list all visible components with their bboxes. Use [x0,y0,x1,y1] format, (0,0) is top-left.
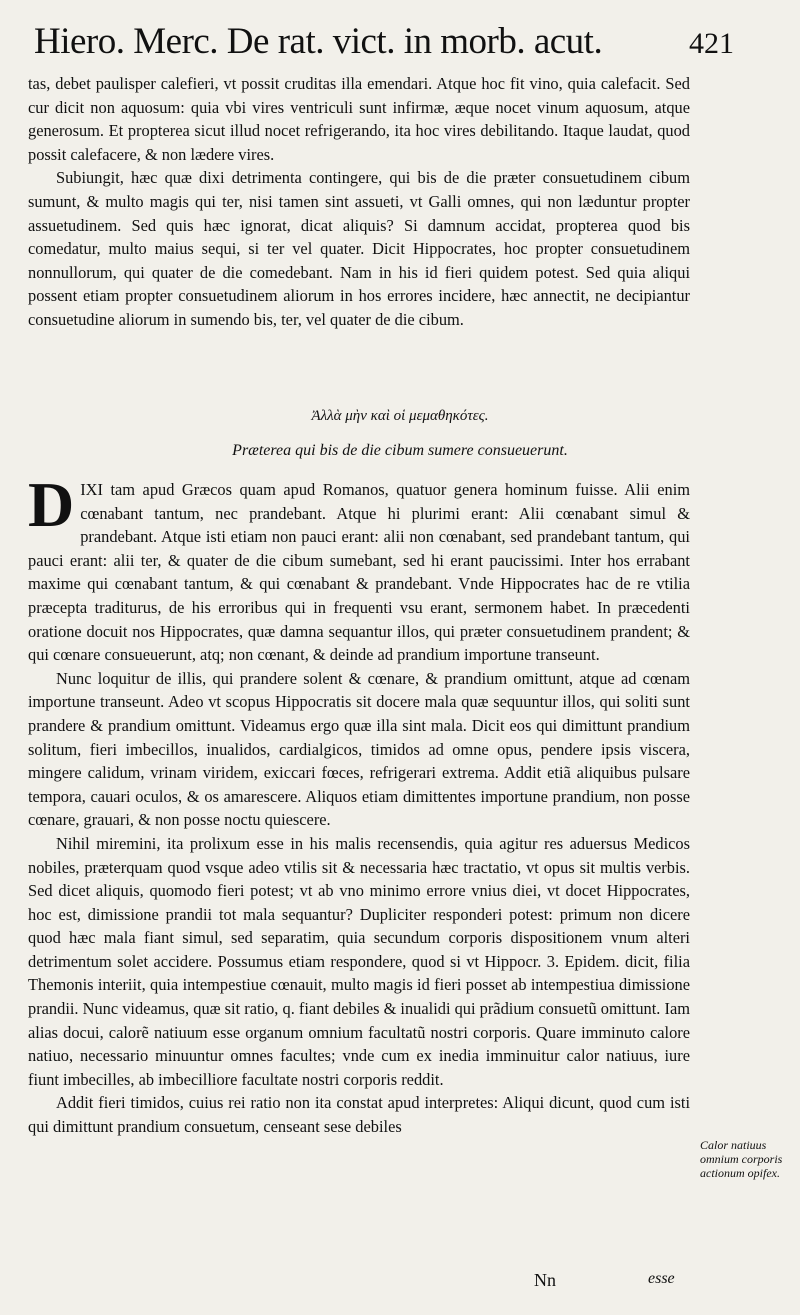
latin-lemma: Præterea qui bis de die cibum sumere consueuerunt. [232,442,568,459]
paragraph [28,469,690,667]
drop-cap: D [28,469,75,540]
top-text-block [28,72,690,332]
marginal-note: Calor natiuus omnium corporis actionum opifex. [700,1138,783,1180]
catchword: esse [648,1270,675,1287]
paragraph: Addit fieri timidos, cuius rei ratio non ita constat apud interpretes: Aliqui dicunt, quod cum isti qui dimittunt prandium consuetum, censeant sese debiles [28,1093,690,1137]
paragraph: Nihil miremini, ita prolixum esse in his malis recensendis, quia agitur res aduersus Medicos nobiles, præterquam quod vsque adeo vtilis sit & necessaria hæc tractatio, vt opus sit multis verbis. Sed dicet aliquis, quomodo fieri potest; vt ab vno minimo errore vnius diei, vt docet Hippocrates, hoc est, dimissione prandii tot mala sequantur? Dupliciter responderi potest: primum non dicere quod hæc mala fiant simul, sed separatim, quia secundum corporis dispositionem vnum alteri detrimentum solet accidere. Possumus etiam respondere, quod si vt Hippocr. 3. Epidem. dicit, filia Themonis interiit, quia intempestiue cœnauit, multo magis id fieri posset ab intempestiua dimissione prandii. Nunc videamus, quæ sit ratio, q. fiant debiles & inualidi qui prãdium consuetũ omittunt. Iam alias docui, calorẽ natiuum esse organum omnium facultatũ nostri corporis. Quare imminuto calore natiuo, necessario minuuntur omnes facultes; vnde cum ex inedia imminuitur calor natiuus, iure fiunt imbecilles, ab imbecilliore facultate nostri corporis reddit. [28,833,690,1089]
paragraph: tas, debet paulisper calefieri, vt possit cruditas illa emendari. Atque hoc fit vino, quia calefacit. Sed cur dicit non aquosum: quia vbi vires ventriculi sunt infirmæ, æque nocet vinum aquosum, atque generosum. Et propterea sicut illud nocet refrigerando, ita hoc vires debilitando. Itaque laudat, quod possit calefacere, & non lædere vires. [28,74,690,164]
commentary-block [28,469,690,1139]
greek-lemma: Ἀλλὰ μὴν καὶ οἱ μεμαθηκότες. [311,408,489,424]
page-number: 421 [689,27,734,60]
signature-mark: Nn [534,1270,556,1290]
running-title: Hiero. Merc. De rat. vict. in morb. acut. [34,21,603,62]
paragraph: Subiungit, hæc quæ dixi detrimenta contingere, qui bis de die præter consuetudinem cibum sumunt, & multo magis qui ter, nisi tamen sint assueti, vt Galli omnes, qui non læduntur propter assuetudinem. Sed quis hæc ignorat, dicat aliquis? Si damnum accidat, propterea quod bis comedatur, multo maius sequi, si ter vel quater. Dicit Hippocrates, hoc propter consuetudinem nonnullorum, qui quater de die comedebant. Nam in his id fieri quidem potest. Sed quia aliqui possent etiam propter consuetudinem aliorum in hos errores incidere, hæc annectit, ne decipiantur consuetudine aliorum in sumendo bis, ter, vel quater de die cibum. [28,168,690,329]
paragraph: Nunc loquitur de illis, qui prandere solent & cœnare, & prandium omittunt, atque ad cœnam importune transeunt. Adeo vt scopus Hippocratis sit docere mala quæ sequuntur illos, qui soliti sunt prandere & prandium omittunt. Videamus ergo quæ illa sint mala. Dicit eos qui dimittunt prandium solitum, fieri imbecillos, inualidos, cardialgicos, timidos ad omne opus, pendere ipsis viscera, mingere calidum, vrinam viridem, exiccari fœces, refrigerari extrema. Addit etiã aliquibus pulsare tempora, cauari oculos, & os amarescere. Aliquos etiam dimittentes importune prandium, non posse cœnare, grauari, & non posse noctu quiescere. [28,668,690,830]
paragraph-text: IXI tam apud Græcos quam apud Romanos, quatuor genera hominum fuisse. Alii enim cœnabant tantum, nec prandebant. Atque hi plurimi erant: Alii cœnabant simul & prandebant. Atque isti etiam non pauci erant: alii non cœnabant, sed prandebant tantum, qui pauci erant: alii ter, & quater de die cibum sumebant, sed hi erant paucissimi. Inter hos errabant maxime qui cœnabant tantum, & qui cœnabant & prandebant. Vnde Hippocrates hac de re vtilia præcepta traditurus, de his erroribus qui in frequenti vsu erant, sermonem habet. In præcedenti oratione docuit nos Hippocrates, quæ damna sequantur illos, qui præter consuetudinem prandent; & qui cœnare consueuerunt, atq; non cœnant, & deinde ad prandium importune transeunt. [28,480,690,665]
